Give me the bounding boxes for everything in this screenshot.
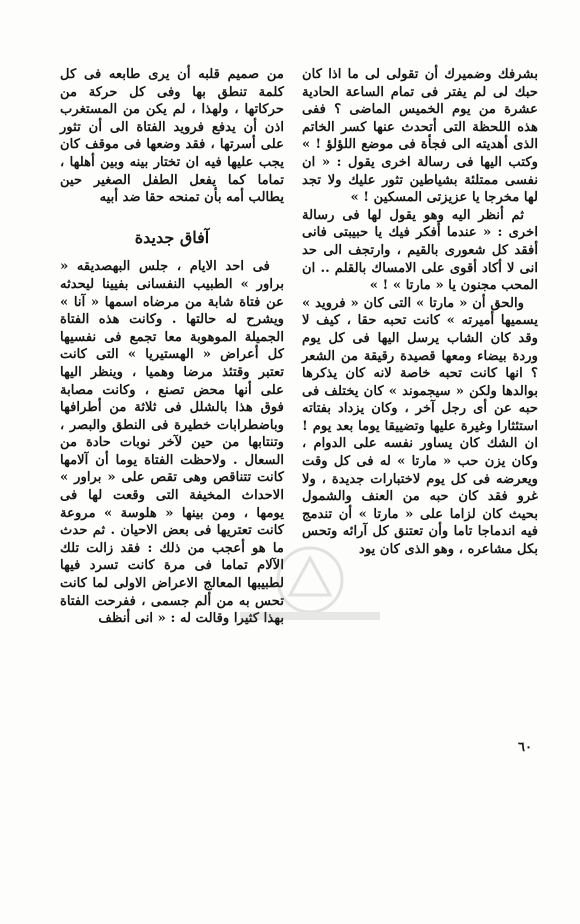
left-column [60,66,284,628]
page-number: ٦٠ [518,740,532,755]
paragraph: بشرفك وضميرك أن تقولى لى ما اذا كان حبك لى لم يفتر فى تمام الساعة الحادية عشرة من يوم الخميس الماضى ؟ ففى هذه اللحظة التى أتحدث عنها كسر الخاتم الذى أهديته الى فجأة فى موضع اللؤلؤ ! » وكتب اليها فى رسالة اخرى يقول : « ان نفسى ممتلئة بشياطين تثور عليك ولا تجد لها مخرجا يا عزيزتى المسكين ! » [302,67,538,206]
paragraph: فى احد الايام ، جلس البهصديقه « براور » الطبيب النفسانى بفيينا ليحدثه عن فتاة شابة من مرضاه اسمها « آنا » ويشرح له حالتها . وكانت هذه الفتاة الجميلة الموهوبة معا تجمع فى نفسيها كل أعراض « الهستيريا » التى كانت تعتبر وقتئذ مرضا وهميا ، وينظر اليها على أنها محض تصنع ، وكانت مصابة فوق هذا بالشلل فى ثلاثة من أطرافها وباضطرابات خطيرة فى النطق والبصر ، وتنتابها من حين لآخر نوبات حادة من السعال . ولاحظت الفتاة يوما أن آلامها كانت تتناقص وهى تقص على « براور » الاحداث المخيفة التى وقعت لها فى يومها ، ومن بينها « هلوسة » مروعة كانت تعتريها فى بعض الاحيان . ثم حدث ما هو أعجب من ذلك : فقد زالت تلك الآلام تماما فى مرة كانت تسرد فيها لطبيبها المعالج الاعراض الاولى لما كانت تحس به من ألم جسمى ، ففرحت الفتاة بهذا كثيرا وقالت له : « انى أنظف [60,259,284,627]
paragraph: ثم أنظر اليه وهو يقول لها فى رسالة اخرى : « عندما أفكر فيك يا حبيبتى فانى أفقد كل شعورى بالقيم ، وارتجف الى حد انى لا أكاد أقوى على الامساك بالقلم .. ان المحب مجنون يا « مارتا » ! » [302,207,538,294]
section-heading: آفاق جديدة [134,227,210,247]
right-column [302,66,538,559]
paragraph: من صميم قلبه أن يرى طابعه فى كل كلمة تنطق بها وفى كل حركة من حركاتها ، ولهذا ، لم يكن من المستغرب اذن أن يدفع فرويد الفتاة الى أن تثور على أسرتها ، فقد وضعها فى موقف كان يجب عليها فيه ان تختار بينه وبين أهلها ، تماما كما يفعل الطفل الصغير حين يطالب أمه بأن تمنحه حقا ضد أبيه [60,67,284,206]
paragraph: والحق أن « مارتا » التى كان « فرويد » يسميها أميرته » كانت تحبه حقا ، كيف لا وقد كان الشاب يرسل اليها فى كل يوم وردة بيضاء ومعها قصيدة رقيقة من الشعر ؟ انها كانت تحبه خاصة لانه كان يذكرها بوالدها ولكن « سيجموند » كان يختلف فى حبه عن أى رجل آخر ، وكان يزداد بفتاته استئثارا وغيرة عليها وتضييقا يوما بعد يوم ! ان الشك كان يساور نفسه على الدوام ، وكان يزن حب « مارتا » له فى كل وقت ويعرضه فى كل يوم لاختبارات جديدة ، ولا غرو فقد كان حبه من العنف والشمول بحيث كان لزاما على « مارتا » أن تندمج فيه اندماجا تاما وأن تعتنق كل آرائه وتحس بكل مشاعره ، وهو الذى كان يود [302,295,538,558]
